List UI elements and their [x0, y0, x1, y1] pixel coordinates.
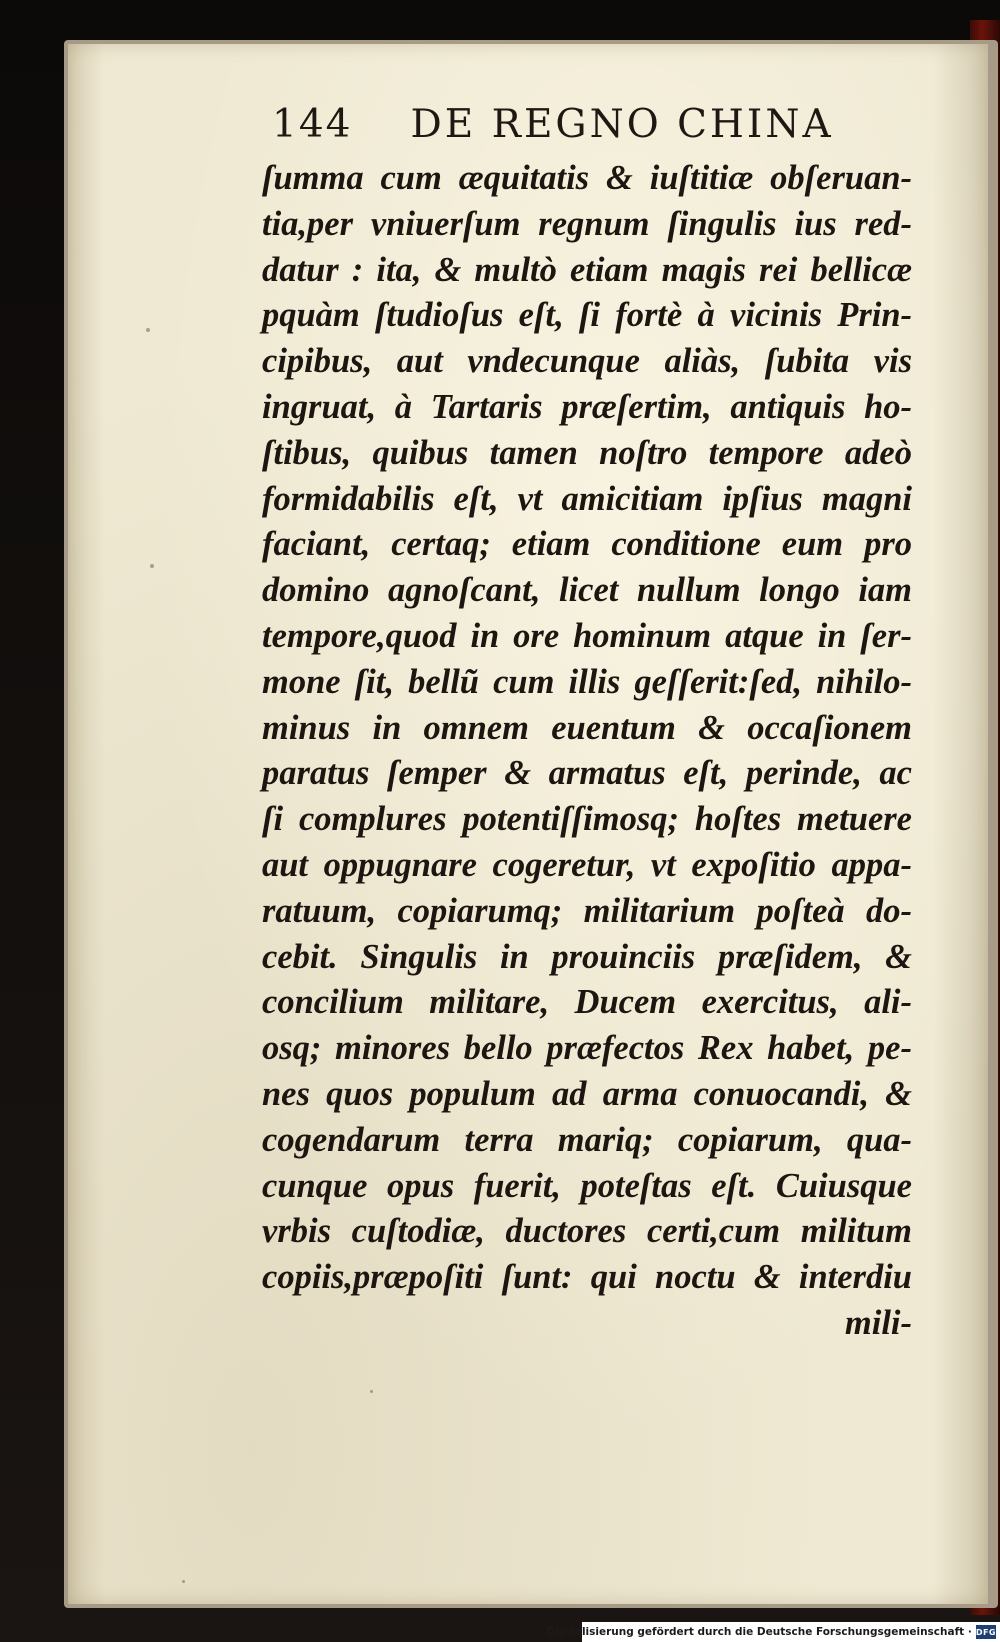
digitization-credit: [546, 1622, 1000, 1642]
text-line: minus in omnem euentum & occaſionem: [262, 708, 912, 747]
catchword: mili-: [844, 1303, 912, 1342]
text-line: ingruat, à Tartaris præſertim, antiquis ho-: [262, 387, 912, 426]
body-text: [262, 156, 912, 1347]
text-line: formidabilis eſt, vt amicitiam ipſius magni: [262, 479, 912, 518]
credit-text: Digitalisierung gefördert durch die Deutsche Forschungsgemeinschaft ·: [546, 1626, 972, 1638]
text-line: ſumma cum æquitatis & iuſtitiæ obſeruan-: [262, 159, 912, 197]
text-line: tia,per vniuerſum regnum ſingulis ius red-: [262, 204, 912, 243]
text-line: vrbis cuſtodiæ, ductores certi,cum militum: [262, 1212, 912, 1251]
text-line: faciant, certaq; etiam conditione eum pro: [262, 525, 912, 564]
paper-speck: [146, 328, 150, 332]
text-line: concilium militare, Ducem exercitus, ali-: [262, 983, 912, 1022]
text-line: osq; minores bello præfectos Rex habet, pe-: [262, 1029, 912, 1068]
running-head: [272, 102, 832, 147]
text-line: ſtibus, quibus tamen noſtro tempore adeò: [262, 433, 912, 472]
text-line: ratuum, copiarumq; militarium poſteà do-: [262, 891, 912, 930]
dfg-logo-icon: DFG: [976, 1625, 996, 1639]
text-line: nes quos populum ad arma conuocandi, &: [262, 1074, 912, 1113]
text-line: cogendarum terra mariq; copiarum, qua-: [262, 1120, 912, 1159]
text-line: cipibus, aut vndecunque aliàs, ſubita vis: [262, 342, 912, 381]
text-line: domino agnoſcant, licet nullum longo iam: [262, 571, 912, 610]
text-line: tempore,quod in ore hominum atque in ſer-: [262, 616, 912, 655]
paper-speck: [370, 1390, 373, 1393]
text-line: mone ſit, bellũ cum illis geſſerit:ſed, nihilo-: [262, 662, 912, 701]
page-number: 144: [272, 102, 353, 147]
text-line: ſi complures potentiſſimosq; hoſtes metuere: [262, 800, 912, 839]
text-line: aut oppugnare cogeretur, vt expoſitio appa-: [262, 845, 912, 884]
text-line: pquàm ſtudioſus eſt, ſi fortè à vicinis Prin-: [262, 296, 912, 335]
running-title: DE REGNO CHINA: [410, 102, 834, 147]
text-line: copiis,præpoſiti ſunt: qui noctu & interdiu: [262, 1258, 912, 1297]
text-line: datur : ita, & multò etiam magis rei bellicæ: [262, 250, 912, 289]
paper-speck: [182, 1580, 185, 1583]
paper-speck: [150, 564, 154, 568]
text-line: cunque opus fuerit, poteſtas eſt. Cuiusque: [262, 1166, 912, 1205]
text-line: paratus ſemper & armatus eſt, perinde, ac: [262, 754, 912, 793]
text-line: cebit. Singulis in prouinciis præſidem, &: [262, 937, 912, 976]
